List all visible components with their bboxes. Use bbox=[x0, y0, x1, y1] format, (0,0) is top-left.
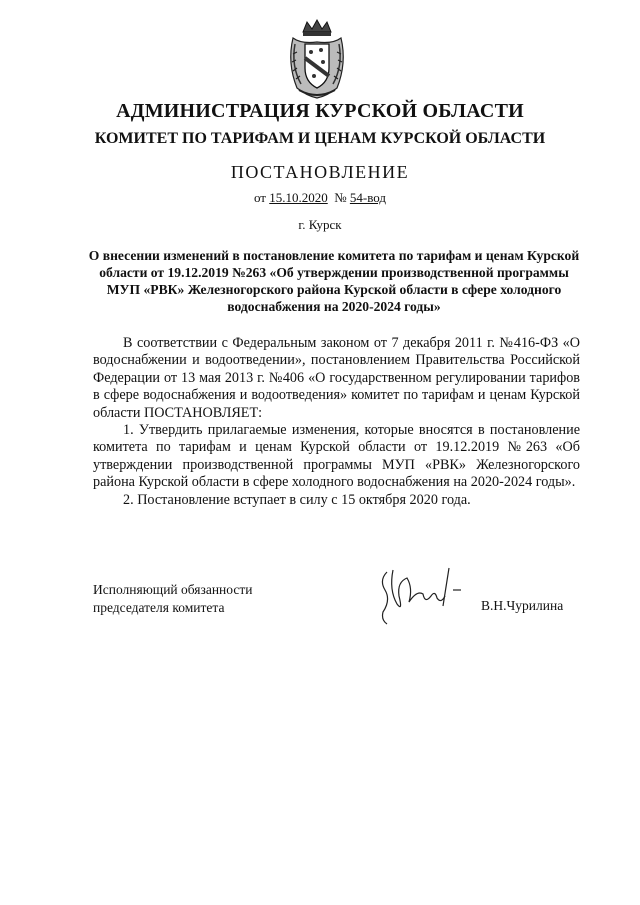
document-type: ПОСТАНОВЛЕНИЕ bbox=[230, 162, 410, 182]
signatory-role-line-2: председателя комитета bbox=[93, 600, 225, 615]
committee-title: КОМИТЕТ ПО ТАРИФАМ И ЦЕНАМ КУРСКОЙ ОБЛАСТИ bbox=[94, 130, 546, 147]
signatory-role-line-1: Исполняющий обязанности bbox=[93, 582, 253, 597]
document-date: 15.10.2020 bbox=[269, 190, 328, 205]
document-subject: О внесении изменений в постановление комитета по тарифам и ценам Курской области от 19.12.2019 №263 «Об утверждении производственной программы МУП «РВК» Железногорского района Курской области в сфере холодного водоснабжения на 2020-2024 годы» bbox=[88, 248, 580, 314]
item-1-paragraph: 1. Утвердить прилагаемые изменения, которые вносятся в постановление комитета по тарифам и ценам Курской области от 19.12.2019 №263 «Об утверждении производственной программы МУП «РВК» Железногорского района Курской области в сфере холодного водоснабжения на 2020-2024 годы». bbox=[93, 422, 580, 491]
handwritten-signature-icon bbox=[373, 560, 463, 628]
preamble-paragraph: В соответствии с Федеральным законом от 7 декабря 2011 г. №416-ФЗ «О водоснабжении и водоотведении», постановлением Правительства Российской Федерации от 13 мая 2013 г. №406 «О государственном регулировании тарифов в сфере водоснабжения и водоотведения» комитет по тарифам и ценам Курской области ПОСТАНОВЛЯЕТ: bbox=[93, 335, 580, 421]
document-city: г. Курск bbox=[298, 217, 342, 232]
item-2-paragraph: 2. Постановление вступает в силу с 15 октября 2020 года. bbox=[123, 491, 471, 508]
date-prefix: от bbox=[253, 190, 266, 205]
coat-of-arms-icon bbox=[283, 18, 351, 100]
document-date-line bbox=[0, 190, 640, 206]
document-number: 54-вод bbox=[349, 190, 387, 205]
number-prefix: № bbox=[334, 190, 347, 205]
document-body bbox=[93, 335, 580, 509]
signatory-role bbox=[93, 581, 252, 617]
signatory-name: В.Н.Чурилина bbox=[481, 598, 564, 613]
administration-title: АДМИНИСТРАЦИЯ КУРСКОЙ ОБЛАСТИ bbox=[116, 100, 524, 122]
